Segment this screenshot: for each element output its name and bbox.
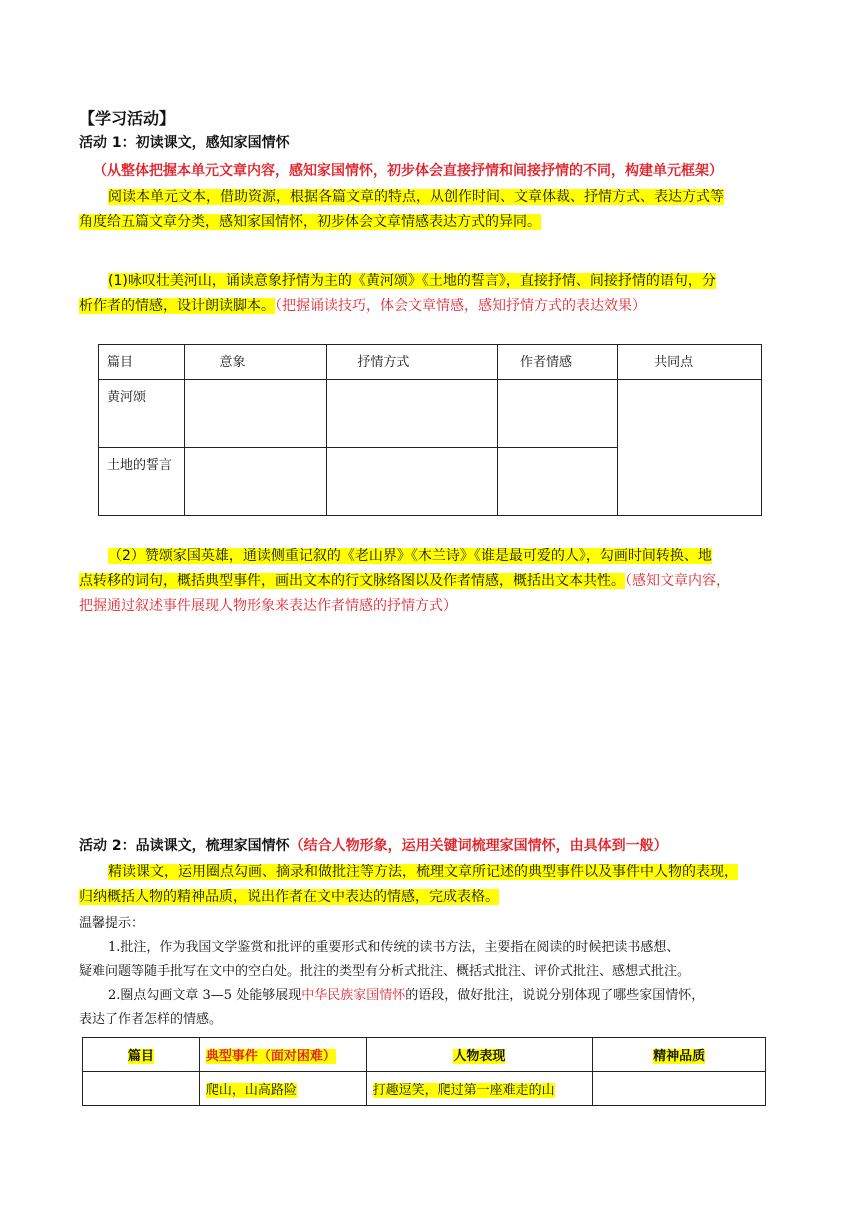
activity1-goal: （从整体把握本单元文章内容，感知家国情怀，初步体会直接抒情和间接抒情的不同，构建单元框架） (93, 163, 723, 179)
table1-cell (327, 380, 498, 448)
task2-note-a: （感知文章内容， (625, 573, 730, 589)
activity1-intro-line1: 阅读本单元文本，借助资源，根据各篇文章的特点，从创作时间、文章体裁、抒情方式、表达方式等 (108, 189, 724, 205)
table2-header-event: 典型事件（面对困难） (205, 1049, 336, 1064)
table1-header-imagery: 意象 (185, 345, 327, 380)
tip2-line2: 表达了作者怎样的情感。 (79, 1012, 223, 1027)
activity1-title: 活动 1：初读课文，感知家国情怀 (79, 135, 290, 151)
character-table (82, 1037, 766, 1106)
activity2-goal: （结合人物形象，运用关键词梳理家国情怀，由具体到一般） (289, 838, 668, 854)
section-heading: 【学习活动】 (79, 109, 176, 128)
table1-cell (185, 380, 327, 448)
table1-header-title: 篇目 (99, 345, 185, 380)
table1-header-author-emotion: 作者情感 (497, 345, 617, 380)
table2-header-behavior: 人物表现 (453, 1049, 506, 1064)
table2-cell-behavior: 打趣逗笑，爬过第一座难走的山 (372, 1083, 555, 1098)
table2-cell-event: 爬山，山高路险 (205, 1083, 297, 1098)
table1-common-cell (618, 380, 762, 516)
tip1-line2: 疑难问题等随手批写在文中的空白处。批注的类型有分析式批注、概括式批注、评价式批注、感想式批注。 (79, 964, 691, 979)
table1-cell-title: 土地的誓言 (99, 448, 185, 516)
task1-line2: 析作者的情感，设计朗读脚本。 (79, 298, 275, 314)
activity2-title: 活动 2：品读课文，梳理家国情怀 (79, 838, 290, 854)
table1-header-lyric-method: 抒情方式 (327, 345, 498, 380)
activity1-intro-line2: 角度给五篇文章分类，感知家国情怀，初步体会文章情感表达方式的异同。 (79, 214, 541, 230)
table2-header-title: 篇目 (127, 1049, 154, 1064)
imagery-table (98, 344, 762, 516)
tip2-part-b: 的语段，做好批注，说说分别体现了哪些家国情怀， (405, 988, 705, 1003)
task2-line1: （2）赞颂家国英雄，通读侧重记叙的《老山界》《木兰诗》《谁是最可爱的人》，勾画时间转换、地 (108, 548, 712, 564)
tip2-highlight: 中华民族家国情怀 (301, 988, 406, 1003)
tip2-part-a: 2.圈点勾画文章 3—5 处能够展现 (108, 988, 302, 1003)
table1-cell-title: 黄河颂 (99, 380, 185, 448)
activity2-intro-line2: 归纳概括人物的精神品质，说出作者在文中表达的情感，完成表格。 (79, 889, 499, 905)
table1-cell (497, 448, 617, 516)
task2-line2: 点转移的词句，概括典型事件，画出文本的行文脉络图以及作者情感，概括出文本共性。 (79, 573, 625, 589)
task1-note: （把握诵读技巧，体会文章情感，感知抒情方式的表达效果） (275, 298, 646, 314)
table1-cell (185, 448, 327, 516)
table2-cell-quality (593, 1072, 766, 1106)
table2-header-quality: 精神品质 (653, 1049, 706, 1064)
tips-title: 温馨提示： (79, 916, 145, 931)
table1-header-common: 共同点 (618, 345, 762, 380)
table1-cell (327, 448, 498, 516)
task1-line1: (1)咏叹壮美河山，诵读意象抒情为主的《黄河颂》《土地的誓言》，直接抒情、间接抒情的语句，分 (108, 273, 716, 289)
task2-note-b: 把握通过叙述事件展现人物形象来表达作者情感的抒情方式） (79, 598, 457, 614)
activity2-intro-line1: 精读课文，运用圈点勾画、摘录和做批注等方法，梳理文章所记述的典型事件以及事件中人物的表现， (108, 864, 738, 880)
table1-cell (497, 380, 617, 448)
table2-cell-title (83, 1072, 200, 1106)
tip1-line1: 1.批注，作为我国文学鉴赏和批评的重要形式和传统的读书方法，主要指在阅读的时候把读书感想、 (108, 940, 680, 955)
